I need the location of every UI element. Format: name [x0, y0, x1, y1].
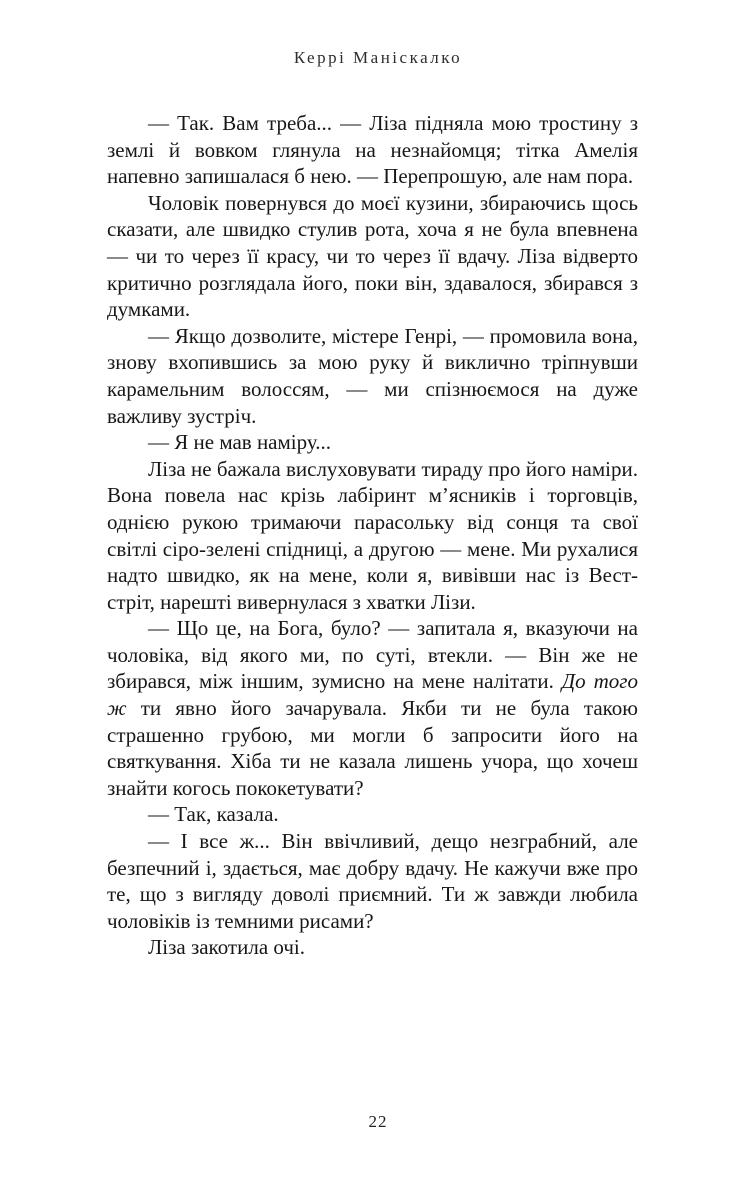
- page-body: [107, 110, 638, 961]
- text-run: — Так, казала.: [148, 802, 279, 827]
- paragraph: [107, 801, 638, 828]
- text-run: — Якщо дозволите, містере Генрі, — промовила вона, знову вхопившись за мою руку й виклично тріпнувши карамельним волоссям, — ми спізнюємося на дуже важливу зустріч.: [107, 323, 638, 428]
- text-run: ти явно його зачарувала. Якби ти не була такою страшенно грубою, ми могли б запросити його на святкування. Хіба ти не казала лишень учора, що хочеш знайти когось пококетувати?: [107, 696, 638, 800]
- paragraph: [107, 456, 638, 616]
- text-run: Ліза закотила очі.: [148, 935, 305, 960]
- text-run: — Я не мав наміру...: [148, 430, 332, 455]
- running-header-author: Керрі Маніскалко: [293, 48, 463, 67]
- text-run: — Так. Вам треба... — Ліза підняла мою тростину з землі й вовком глянула на незнайомця; тітка Амелія напевно запишалася б нею. — Перепрошую, але нам пора.: [107, 111, 638, 189]
- text-run: Ліза не бажала вислуховувати тираду про його наміри. Вона повела нас крізь лабіринт м’ясників і торговців, однією рукою тримаючи парасольку від сонця та свої світлі сіро-зелені спідниці, а другою — мене. Ми рухалися надто швидко, як на мене, коли я, вивівши нас із Вест-стріт, нарешті вивернулася з хватки Лізи.: [107, 456, 638, 614]
- paragraph: [107, 190, 638, 323]
- page-number: 22: [368, 1112, 388, 1131]
- paragraph: [107, 615, 638, 801]
- paragraph: [107, 323, 638, 429]
- text-run: — І все ж... Він ввічливий, дещо незграбний, але безпечний і, здається, має добру вдачу. Не кажучи вже про те, що з вигляду доволі приємний. Ти ж завжди любила чоловіків із темними рисами?: [107, 829, 638, 933]
- text-run: Чоловік повернувся до моєї кузини, збираючись щось сказати, але швидко стулив рота, хоча я не була впевнена — чи то через її красу, чи то через її вдачу. Ліза відверто критично розглядала його, поки він, здавалося, збирався з думками.: [107, 190, 638, 322]
- text-run: — Що це, на Бога, було? — запитала я, вказуючи на чоловіка, від якого ми, по суті, втекли. — Він же не збирався, між іншим, зумисно на мене налітати.: [107, 616, 638, 694]
- paragraph: [107, 110, 638, 190]
- paragraph: [107, 429, 638, 456]
- italic-text-run: До того ж: [107, 669, 638, 721]
- paragraph: [107, 934, 638, 961]
- paragraph: [107, 828, 638, 934]
